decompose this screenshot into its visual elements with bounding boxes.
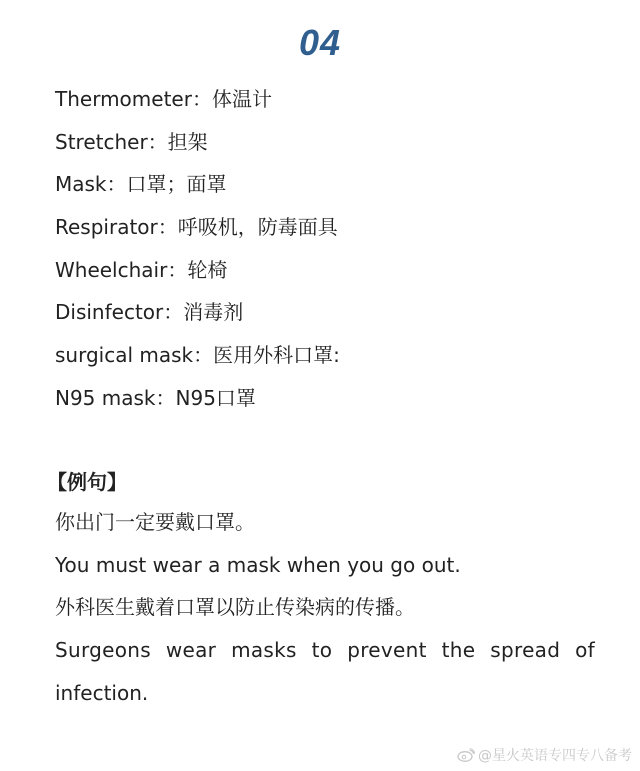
example-line-en-1: You must wear a mask when you go out. <box>55 552 461 577</box>
vocab-item-wheelchair: Wheelchair：轮椅 <box>55 257 228 282</box>
example-heading: 【例句】 <box>47 470 127 494</box>
example-sentences <box>47 463 595 714</box>
vocabulary-list <box>55 80 615 422</box>
vocab-item-n95-mask: N95 mask：N95口罩 <box>55 385 256 410</box>
weibo-icon <box>457 748 475 762</box>
section-number: 04 <box>298 22 342 63</box>
vocab-item-mask: Mask：口罩；面罩 <box>55 172 227 197</box>
vocab-item-respirator: Respirator：呼吸机，防毒面具 <box>55 215 338 240</box>
example-line-en-2-cont: infection. <box>55 680 149 705</box>
example-line-zh-1: 你出门一定要戴口罩。 <box>55 510 255 534</box>
example-line-en-2: Surgeons wear masks to prevent the spread of <box>55 638 595 663</box>
watermark-text: @星火英语专四专八备考 <box>478 748 632 764</box>
watermark <box>457 745 632 765</box>
vocab-item-surgical-mask: surgical mask：医用外科口罩: <box>55 343 340 368</box>
example-line-zh-2: 外科医生戴着口罩以防止传染病的传播。 <box>55 595 415 620</box>
vocab-item-thermometer: Thermometer：体温计 <box>55 87 272 111</box>
vocab-item-stretcher: Stretcher：担架 <box>55 129 208 154</box>
vocab-item-disinfector: Disinfector：消毒剂 <box>55 300 244 325</box>
